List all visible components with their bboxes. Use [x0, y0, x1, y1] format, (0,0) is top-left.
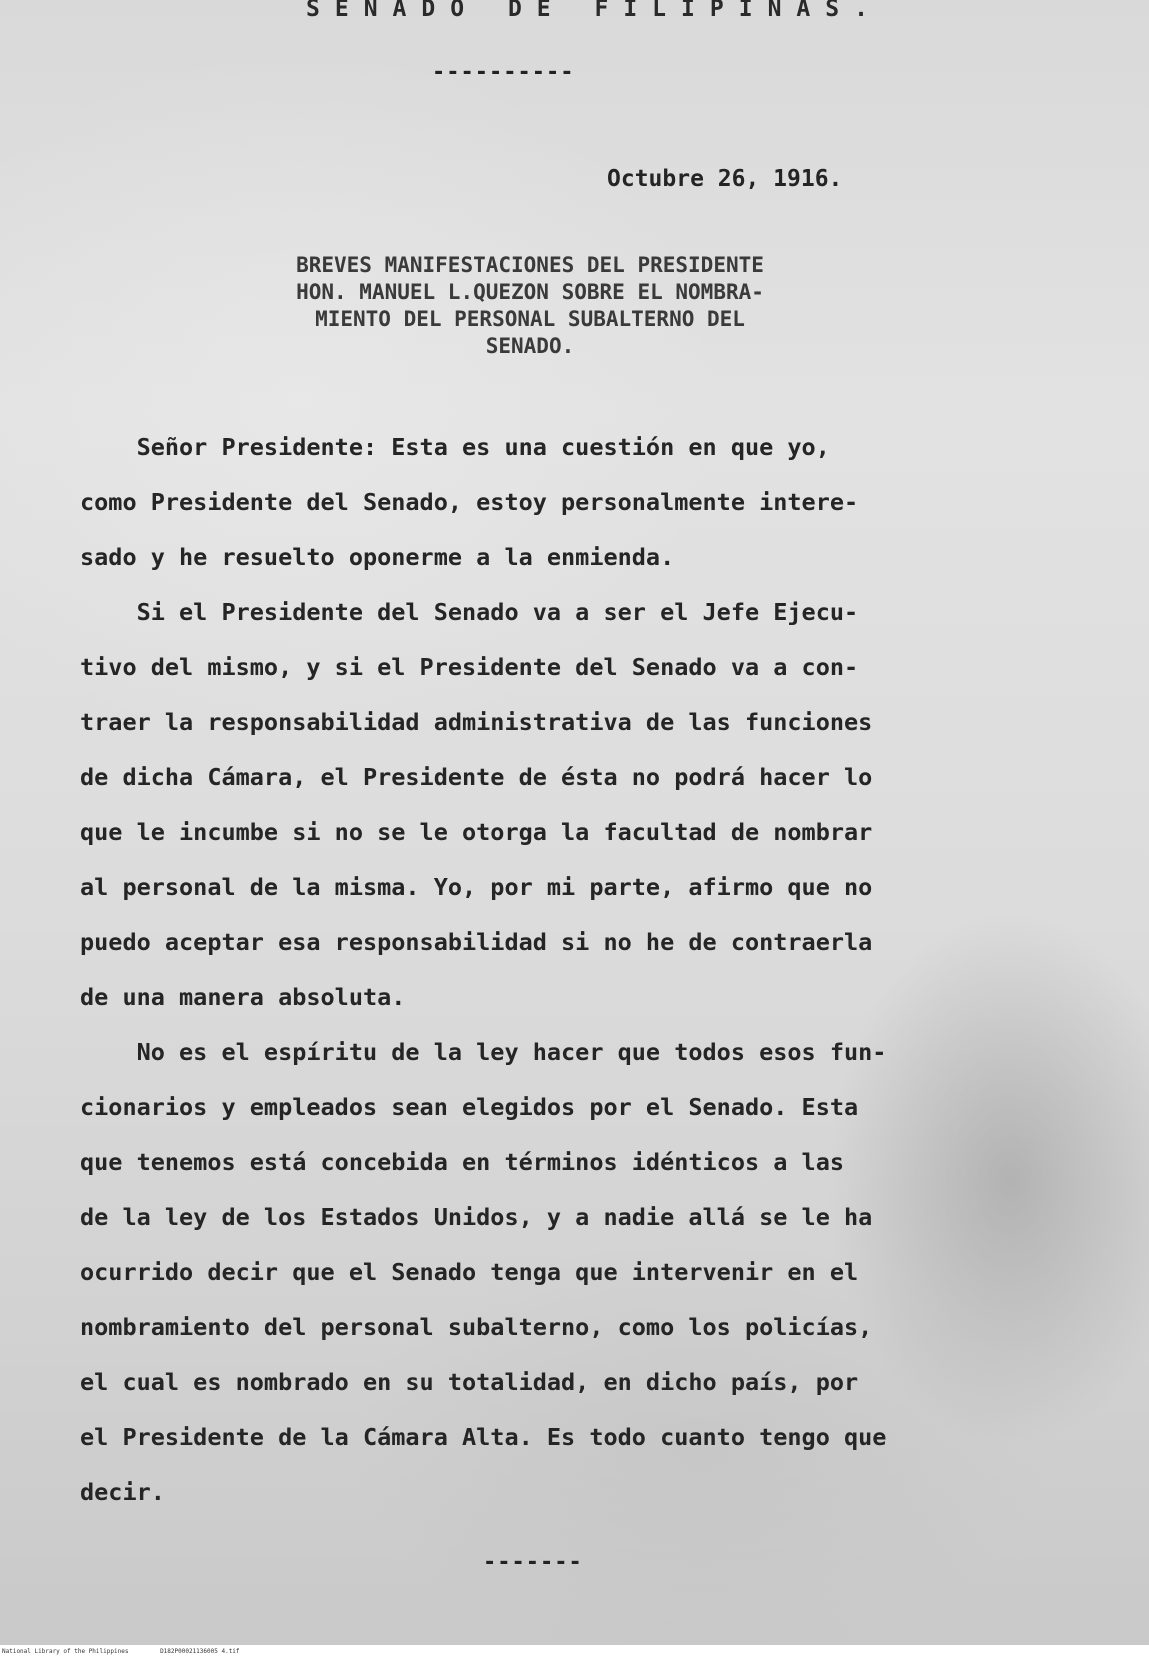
document-date: Octubre 26, 1916.: [607, 166, 843, 192]
body-line: ocurrido decir que el Senado tenga que intervenir en el: [80, 1258, 859, 1286]
heading-line: BREVES MANIFESTACIONES DEL PRESIDENTE: [296, 253, 764, 277]
body-line: el cual es nombrado en su totalidad, en dicho país, por: [80, 1368, 859, 1396]
body-line: Señor Presidente: Esta es una cuestión en que yo,: [80, 433, 830, 461]
top-divider: ----------: [432, 60, 575, 85]
body-line: de una manera absoluta.: [80, 983, 406, 1011]
body-line: de dicha Cámara, el Presidente de ésta no podrá hacer lo: [80, 763, 873, 791]
body-line: sado y he resuelto oponerme a la enmienda.: [80, 543, 675, 571]
body-line: que le incumbe si no se le otorga la facultad de nombrar: [80, 818, 873, 846]
body-line: decir.: [80, 1478, 165, 1506]
body-line: que tenemos está concebida en términos idénticos a las: [80, 1148, 845, 1176]
document-body: [80, 420, 1080, 1520]
scan-footer: [0, 1645, 1149, 1658]
body-line: puedo aceptar esa responsabilidad si no he de contraerla: [80, 928, 873, 956]
body-line: tivo del mismo, y si el Presidente del Senado va a con-: [80, 653, 859, 681]
heading-line: MIENTO DEL PERSONAL SUBALTERNO DEL: [315, 307, 745, 331]
body-line: de la ley de los Estados Unidos, y a nadie allá se le ha: [80, 1203, 873, 1231]
library-credit: National Library of the Philippines: [2, 1648, 129, 1655]
heading-line: SENADO.: [485, 334, 575, 358]
body-line: No es el espíritu de la ley hacer que todos esos fun-: [80, 1038, 887, 1066]
letterhead: SENADO DE FILIPINAS.: [306, 0, 883, 22]
body-line: como Presidente del Senado, estoy personalmente intere-: [80, 488, 859, 516]
body-line: cionarios y empleados sean elegidos por el Senado. Esta: [80, 1093, 859, 1121]
document-heading: [200, 252, 860, 360]
body-line: traer la responsabilidad administrativa de las funciones: [80, 708, 873, 736]
bottom-divider: -------: [483, 1550, 583, 1575]
file-id: D182P00021136005 4.tif: [160, 1648, 240, 1655]
body-line: al personal de la misma. Yo, por mi parte, afirmo que no: [80, 873, 873, 901]
heading-line: HON. MANUEL L.QUEZON SOBRE EL NOMBRA-: [296, 280, 764, 304]
body-line: nombramiento del personal subalterno, como los policías,: [80, 1313, 873, 1341]
body-line: Si el Presidente del Senado va a ser el Jefe Ejecu-: [80, 598, 859, 626]
body-line: el Presidente de la Cámara Alta. Es todo cuanto tengo que: [80, 1423, 887, 1451]
